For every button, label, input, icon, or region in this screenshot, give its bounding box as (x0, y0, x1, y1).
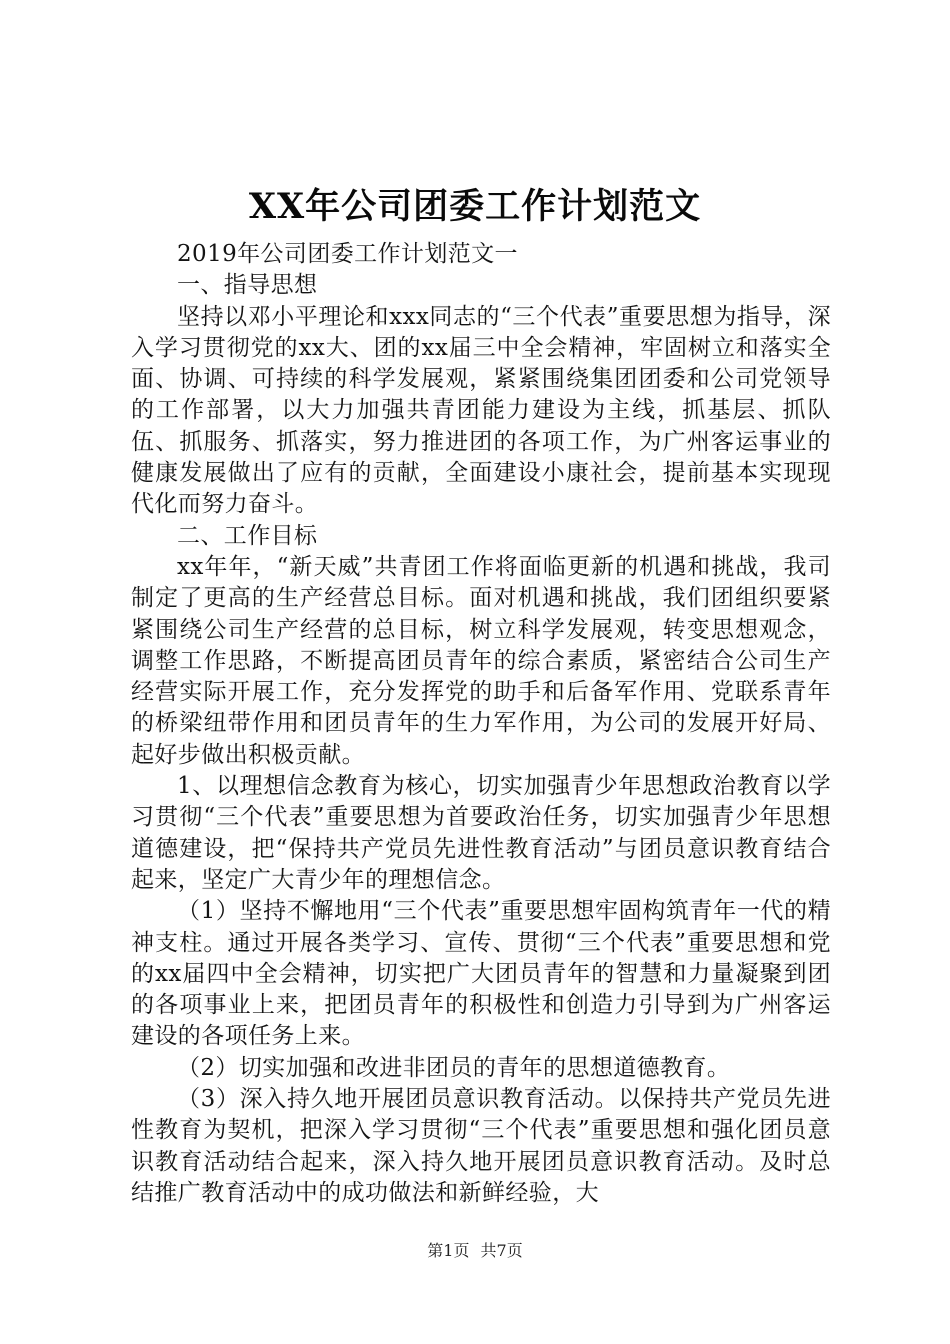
page-number: 第1页 (427, 1241, 470, 1260)
document-body (131, 239, 831, 1209)
subtitle-line: 2019年公司团委工作计划范文一 (177, 241, 518, 267)
page-total: 共7页 (480, 1241, 523, 1260)
document-title: XX年公司团委工作计划范文 (248, 186, 702, 227)
section-heading-work-goals: 二、工作目标 (177, 522, 318, 549)
paragraph-item-1: 1、以理想信念教育为核心，切实加强青少年思想政治教育以学习贯彻“三个代表”重要思想为首要政治任务，切实加强青少年思想道德建设，把“保持共产党员先进性教育活动”与团员意识教育结合起来，坚定广大青少年的理想信念。 (131, 773, 831, 893)
paragraph-subitem-3: （3）深入持久地开展团员意识教育活动。以保持共产党员先进性教育为契机，把深入学习贯彻“三个代表”重要思想和强化团员意识教育活动结合起来，深入持久地开展团员意识教育活动。及时总结推广教育活动中的成功做法和新鲜经验，大 (131, 1086, 831, 1206)
paragraph-work-goals: xx年年，“新天威”共青团工作将面临更新的机遇和挑战，我司制定了更高的生产经营总目标。面对机遇和挑战，我们团组织要紧紧围绕公司生产经营的总目标，树立科学发展观，转变思想观念，调整工作思路，不断提高团员青年的综合素质，紧密结合公司生产经营实际开展工作，充分发挥党的助手和后备军作用、党联系青年的桥梁纽带作用和团员青年的生力军作用，为公司的发展开好局、起好步做出积极贡献。 (131, 553, 831, 768)
paragraph-guiding-ideology: 坚持以邓小平理论和xxx同志的“三个代表”重要思想为指导，深入学习贯彻党的xx大、团的xx届三中全会精神，牢固树立和落实全面、协调、可持续的科学发展观，紧紧围绕集团团委和公司党领导的工作部署，以大力加强共青团能力建设为主线，抓基层、抓队伍、抓服务、抓落实，努力推进团的各项工作，为广州客运事业的健康发展做出了应有的贡献，全面建设小康社会，提前基本实现现代化而努力奋斗。 (131, 303, 831, 518)
page-footer (0, 1240, 950, 1262)
section-heading-guiding-ideology: 一、指导思想 (177, 272, 318, 299)
paragraph-subitem-2: （2）切实加强和改进非团员的青年的思想道德教育。 (177, 1054, 731, 1081)
paragraph-subitem-1: （1）坚持不懈地用“三个代表”重要思想牢固构筑青年一代的精神支柱。通过开展各类学习、宣传、贯彻“三个代表”重要思想和党的xx届四中全会精神，切实把广大团员青年的智慧和力量凝聚到团的各项事业上来，把团员青年的积极性和创造力引导到为广州客运建设的各项任务上来。 (131, 898, 831, 1050)
